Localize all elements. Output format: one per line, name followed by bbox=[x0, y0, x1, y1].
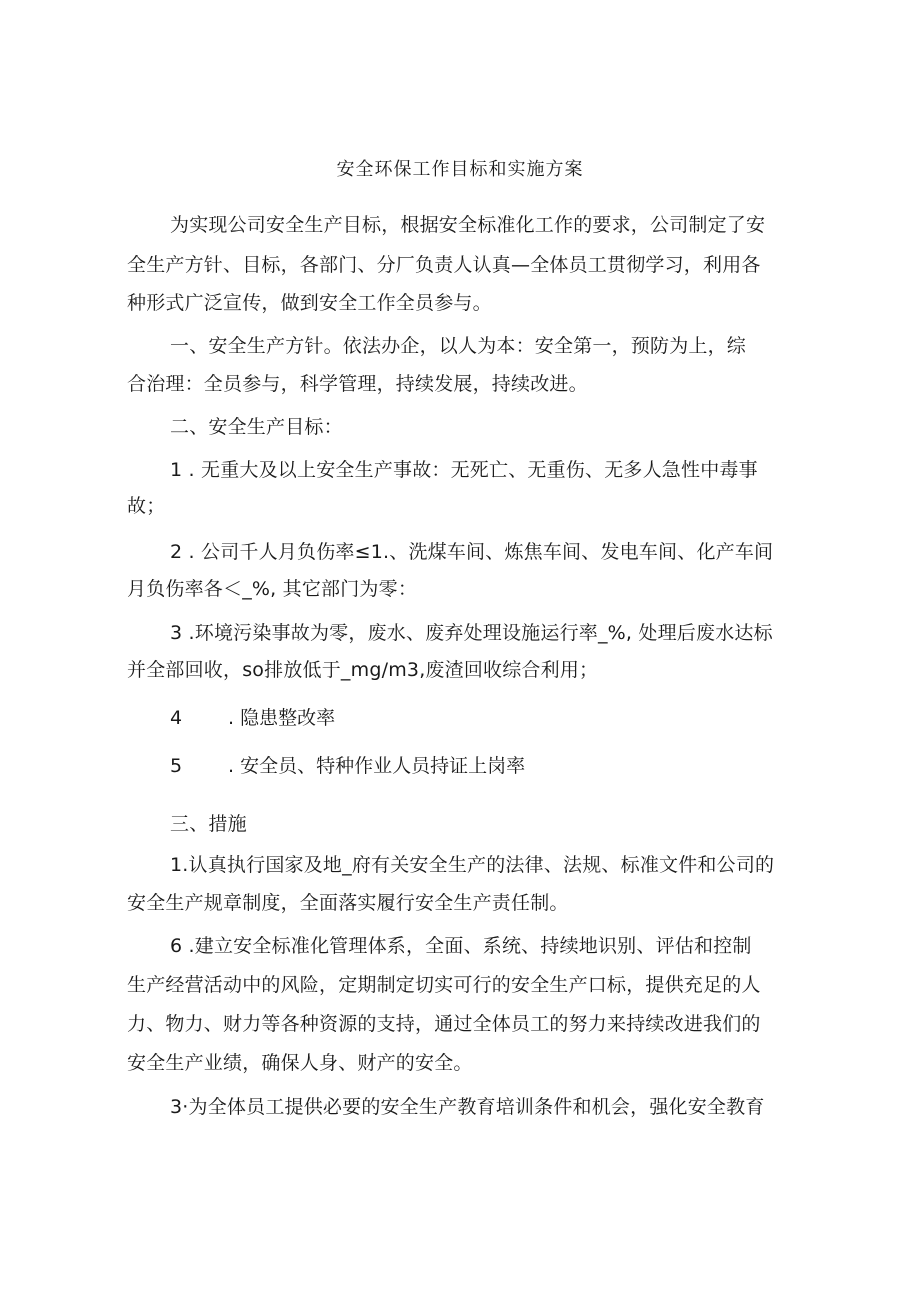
goal-3-line-2: 并全部回收，so排放低于_mg/m3,废渣回收综合利用； bbox=[127, 659, 599, 681]
goals-heading: 二、安全生产目标： bbox=[170, 416, 343, 438]
goal-4-text: . 隐患整改率 bbox=[228, 707, 336, 729]
measure-2-line-2: 生产经营活动中的风险，定期制定切实可行的安全生产口标，提供充足的人 bbox=[127, 974, 761, 996]
intro-line-2: 全生产方针、目标，各部门、分厂负责人认真—全体员工贯彻学习，利用各 bbox=[127, 254, 761, 276]
goal-2-line-2: 月负伤率各＜_%, 其它部门为零： bbox=[127, 578, 418, 600]
intro-line-3: 种形式广泛宣传，做到安全工作全员参与。 bbox=[127, 292, 492, 314]
measure-2-line-1: 6 .建立安全标准化管理体系，全面、系统、持续地识别、评估和控制 bbox=[170, 935, 752, 957]
intro-line-1: 为实现公司安全生产目标，根据安全标准化工作的要求，公司制定了安 bbox=[170, 214, 766, 236]
measure-3-line-1: 3·为全体员工提供必要的安全生产教育培训条件和机会，强化安全教育 bbox=[170, 1096, 765, 1118]
measure-2-line-3: 力、物力、财力等各种资源的支持，通过全体员工的努力来持续改进我们的 bbox=[127, 1013, 761, 1035]
goal-3-line-1: 3 .环境污染事故为零，废水、废弃处理设施运行率_%, 处理后废水达标 bbox=[170, 622, 773, 644]
goal-4-number: 4 bbox=[170, 707, 183, 729]
measure-1-line-2: 安全生产规章制度，全面落实履行安全生产责任制。 bbox=[127, 892, 569, 914]
policy-line-1: 一、安全生产方针。依法办企，以人为本：安全第一，预防为上，综 bbox=[170, 335, 747, 357]
measure-2-line-4: 安全生产业绩，确保人身、财产的安全。 bbox=[127, 1052, 473, 1074]
goal-5-text: . 安全员、特种作业人员持证上岗率 bbox=[228, 755, 526, 777]
document-title: 安全环保工作目标和实施方案 bbox=[336, 159, 584, 180]
goal-1-line-2: 故； bbox=[127, 495, 166, 517]
goal-2-line-1: 2 . 公司千人月负伤率≤1.、洗煤车间、炼焦车间、发电车间、化产车间 bbox=[170, 541, 774, 563]
policy-line-2: 合治理：全员参与，科学管理，持续发展，持续改进。 bbox=[127, 373, 588, 395]
measures-heading: 三、措施 bbox=[170, 813, 247, 835]
goal-5-number: 5 bbox=[170, 755, 183, 777]
measure-1-line-1: 1.认真执行国家及地_府有关安全生产的法律、法规、标准文件和公司的 bbox=[170, 854, 775, 876]
goal-1-line-1: 1 . 无重大及以上安全生产事故：无死亡、无重伤、无多人急性中毒事 bbox=[170, 459, 758, 481]
